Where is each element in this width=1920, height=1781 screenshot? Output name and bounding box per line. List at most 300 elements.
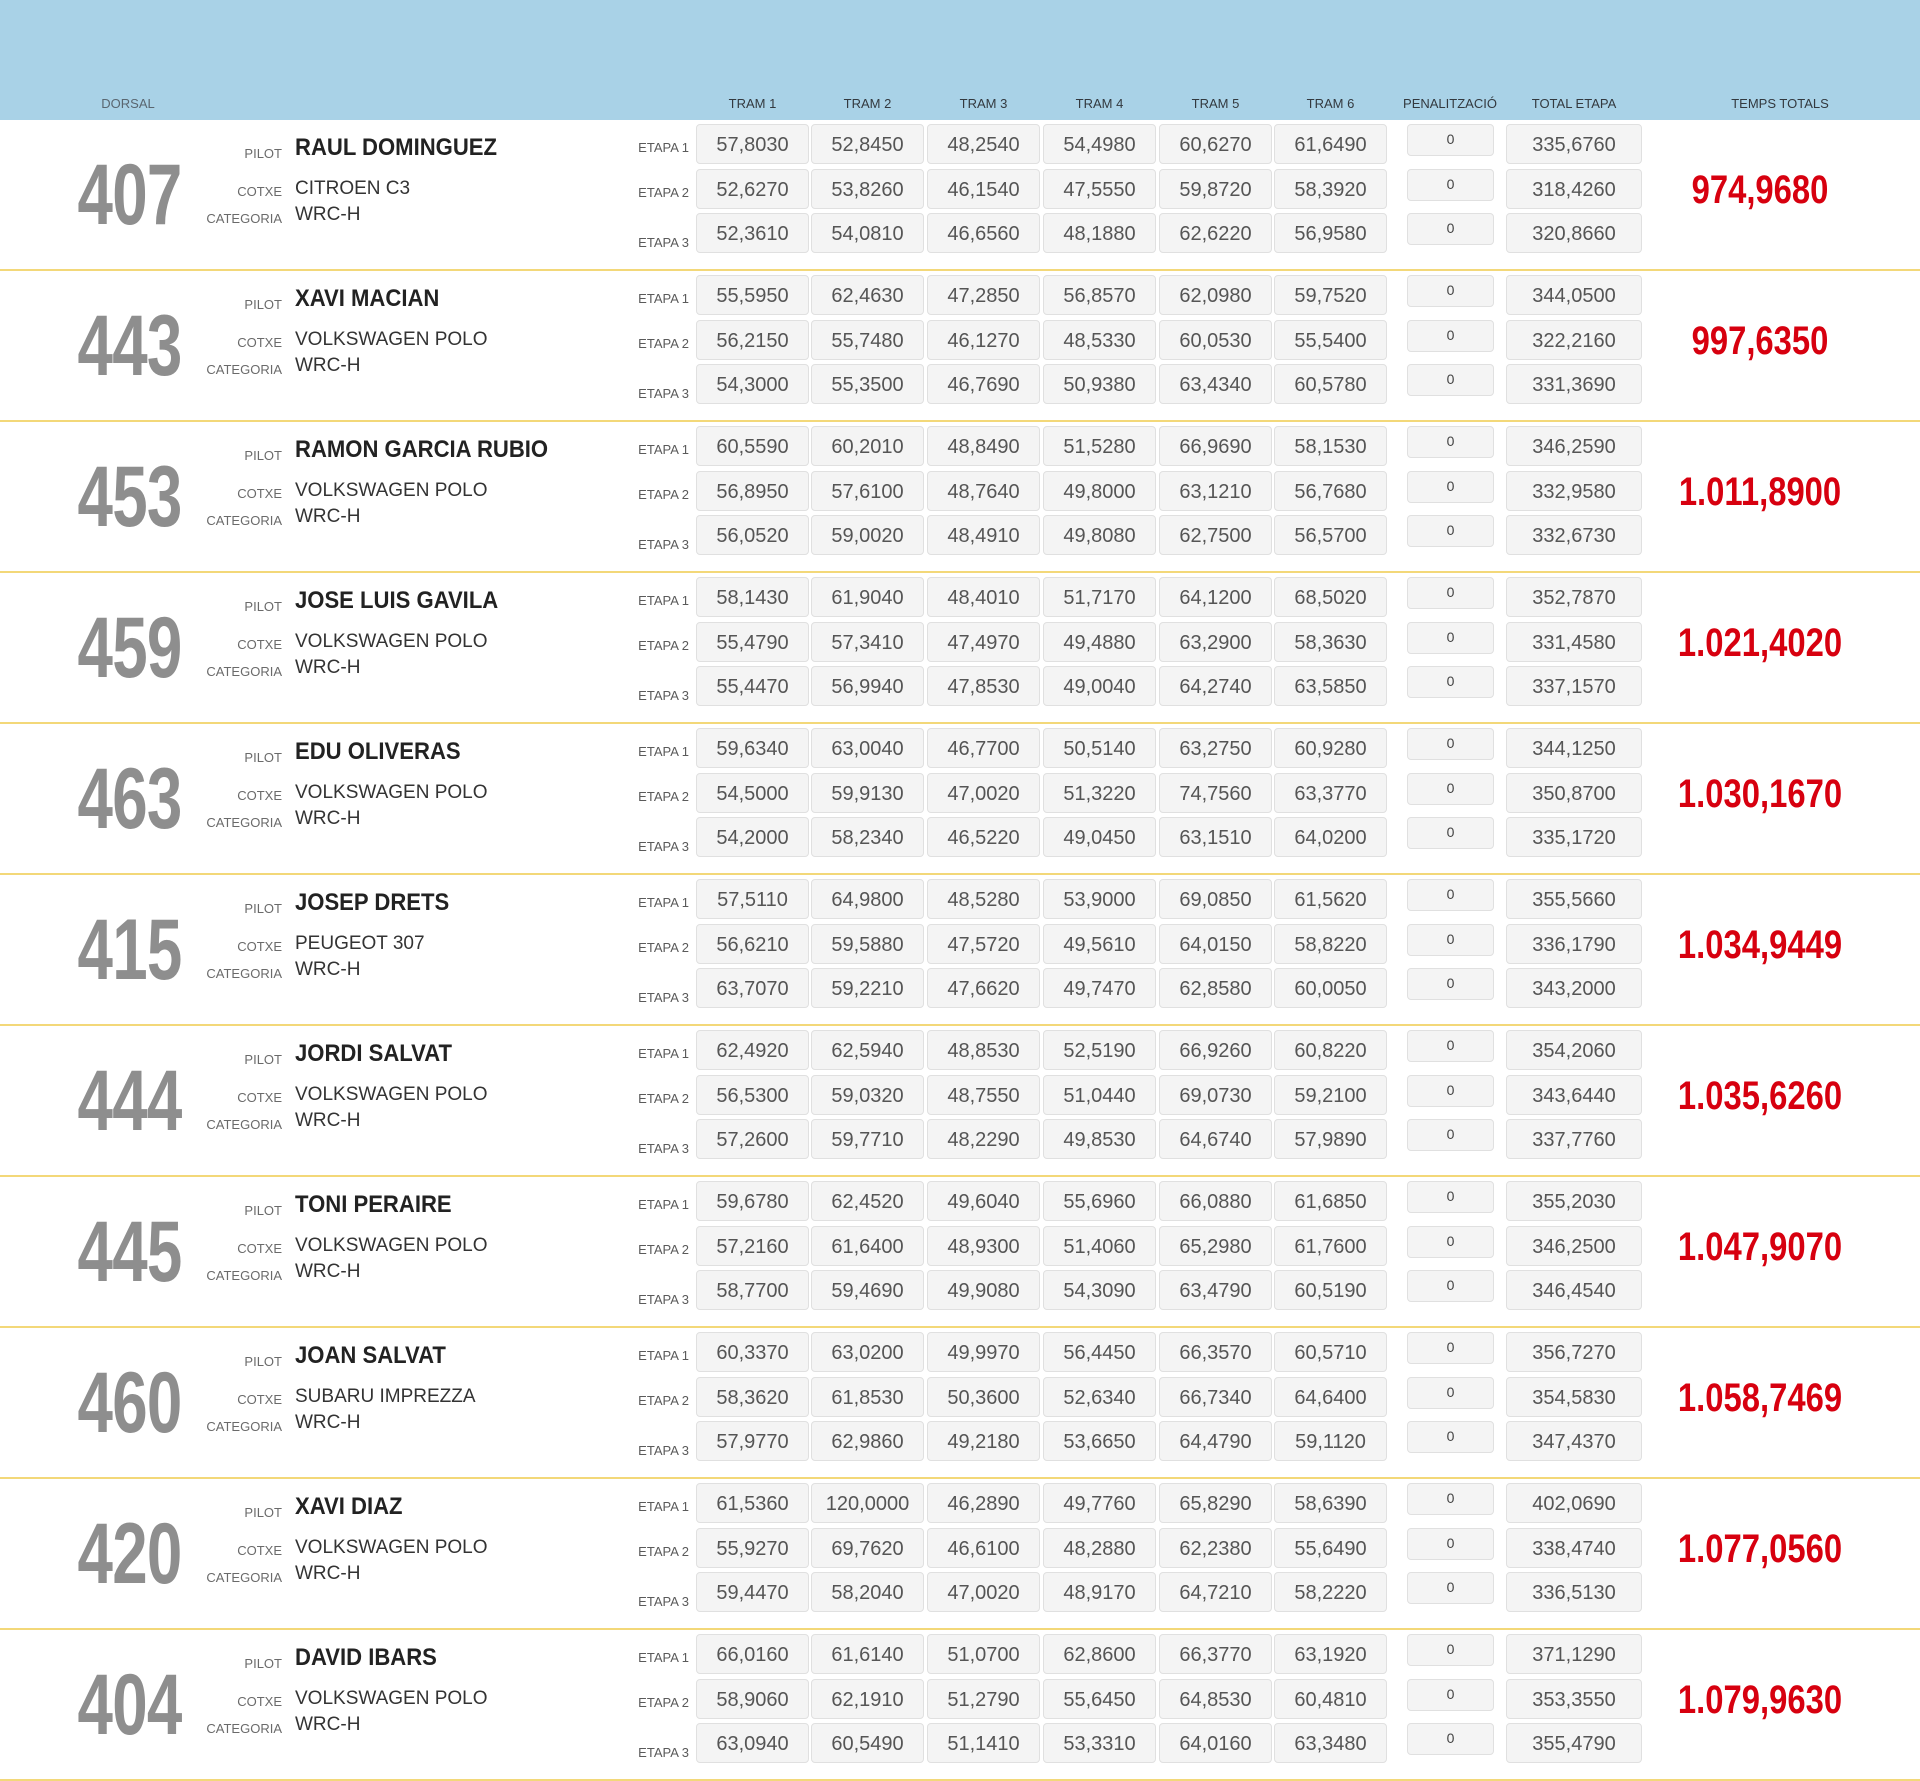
tram-time-cell: 63,1210	[1159, 471, 1272, 511]
results-table	[0, 120, 1920, 1781]
stage-total-cell: 322,2160	[1506, 320, 1642, 360]
tram-time-cell: 55,7480	[811, 320, 924, 360]
dorsal-number: 445	[77, 1204, 182, 1300]
stage-total-cell: 353,3550	[1506, 1679, 1642, 1719]
tram-time-cell: 66,3570	[1159, 1332, 1272, 1372]
header-tram-6: TRAM 6	[1306, 96, 1355, 111]
etapa-label: ETAPA 2	[638, 1393, 689, 1408]
stage-total-cell: 335,1720	[1506, 817, 1642, 857]
tram-time-cell: 53,9000	[1043, 879, 1156, 919]
stage-total-cell: 331,4580	[1506, 622, 1642, 662]
stage-total-cell: 354,2060	[1506, 1030, 1642, 1070]
car-name: VOLKSWAGEN POLO	[295, 631, 488, 652]
tram-time-cell: 56,8950	[696, 471, 809, 511]
tram-time-cell: 69,0850	[1159, 879, 1272, 919]
tram-time-cell: 64,1200	[1159, 577, 1272, 617]
tram-time-cell: 49,2180	[927, 1421, 1040, 1461]
tram-time-cell: 59,5880	[811, 924, 924, 964]
header-penalitzacio: PENALITZACIÓ	[1403, 96, 1497, 111]
tram-time-cell: 62,9860	[811, 1421, 924, 1461]
tram-time-cell: 63,1920	[1274, 1634, 1387, 1674]
tram-time-cell: 61,8530	[811, 1377, 924, 1417]
category-value: WRC-H	[295, 657, 361, 678]
tram-time-cell: 60,8220	[1274, 1030, 1387, 1070]
tram-time-cell: 63,3480	[1274, 1723, 1387, 1763]
tram-time-cell: 47,8530	[927, 666, 1040, 706]
pilot-label: PILOT	[244, 1052, 282, 1067]
etapa-label: ETAPA 2	[638, 487, 689, 502]
penalty-cell: 0	[1407, 213, 1494, 245]
overall-total-time: 1.021,4020	[1677, 621, 1843, 665]
tram-time-cell: 49,9970	[927, 1332, 1040, 1372]
penalty-cell: 0	[1407, 471, 1494, 503]
tram-time-cell: 48,2540	[927, 124, 1040, 164]
car-name: VOLKSWAGEN POLO	[295, 1688, 488, 1709]
tram-time-cell: 48,7550	[927, 1075, 1040, 1115]
tram-time-cell: 48,8530	[927, 1030, 1040, 1070]
tram-time-cell: 65,2980	[1159, 1226, 1272, 1266]
header-tram-5: TRAM 5	[1191, 96, 1240, 111]
stage-row	[0, 879, 1920, 921]
tram-time-cell: 57,3410	[811, 622, 924, 662]
tram-time-cell: 63,2750	[1159, 728, 1272, 768]
stage-total-cell: 347,4370	[1506, 1421, 1642, 1461]
category-value: WRC-H	[295, 1714, 361, 1735]
tram-time-cell: 64,0200	[1274, 817, 1387, 857]
tram-time-cell: 61,9040	[811, 577, 924, 617]
tram-time-cell: 52,5190	[1043, 1030, 1156, 1070]
tram-time-cell: 61,5620	[1274, 879, 1387, 919]
categoria-label: CATEGORIA	[206, 966, 282, 981]
etapa-label: ETAPA 2	[638, 789, 689, 804]
stage-total-cell: 355,4790	[1506, 1723, 1642, 1763]
overall-total-time: 1.011,8900	[1678, 470, 1842, 514]
tram-time-cell: 63,4790	[1159, 1270, 1272, 1310]
etapa-label: ETAPA 2	[638, 185, 689, 200]
tram-time-cell: 56,0520	[696, 515, 809, 555]
tram-time-cell: 55,6490	[1274, 1528, 1387, 1568]
penalty-cell: 0	[1407, 1634, 1494, 1666]
tram-time-cell: 55,9270	[696, 1528, 809, 1568]
tram-time-cell: 74,7560	[1159, 773, 1272, 813]
etapa-label: ETAPA 3	[638, 688, 689, 703]
car-name: PEUGEOT 307	[295, 933, 425, 954]
category-value: WRC-H	[295, 1110, 361, 1131]
stage-total-cell: 344,1250	[1506, 728, 1642, 768]
header-tram-4: TRAM 4	[1075, 96, 1124, 111]
etapa-label: ETAPA 3	[638, 839, 689, 854]
tram-time-cell: 47,5720	[927, 924, 1040, 964]
penalty-cell: 0	[1407, 1483, 1494, 1515]
tram-time-cell: 62,4920	[696, 1030, 809, 1070]
stage-row	[0, 471, 1920, 513]
pilot-name: JOSE LUIS GAVILA	[295, 587, 499, 614]
tram-time-cell: 59,0320	[811, 1075, 924, 1115]
penalty-cell: 0	[1407, 577, 1494, 609]
tram-time-cell: 47,5550	[1043, 169, 1156, 209]
etapa-label: ETAPA 3	[638, 1141, 689, 1156]
result-entry	[0, 1328, 1920, 1479]
penalty-cell: 0	[1407, 879, 1494, 911]
tram-time-cell: 46,6560	[927, 213, 1040, 253]
pilot-name: XAVI DIAZ	[295, 1493, 403, 1520]
tram-time-cell: 58,1530	[1274, 426, 1387, 466]
tram-time-cell: 54,3090	[1043, 1270, 1156, 1310]
penalty-cell: 0	[1407, 1030, 1494, 1062]
stage-row	[0, 1483, 1920, 1525]
tram-time-cell: 60,0050	[1274, 968, 1387, 1008]
tram-time-cell: 58,3630	[1274, 622, 1387, 662]
tram-time-cell: 56,4450	[1043, 1332, 1156, 1372]
tram-time-cell: 120,0000	[811, 1483, 924, 1523]
tram-time-cell: 64,8530	[1159, 1679, 1272, 1719]
pilot-name: RAMON GARCIA RUBIO	[295, 436, 549, 463]
tram-time-cell: 64,6400	[1274, 1377, 1387, 1417]
tram-time-cell: 62,4630	[811, 275, 924, 315]
pilot-name: DAVID IBARS	[295, 1644, 437, 1671]
categoria-label: CATEGORIA	[206, 1570, 282, 1585]
stage-total-cell: 336,1790	[1506, 924, 1642, 964]
tram-time-cell: 49,7760	[1043, 1483, 1156, 1523]
tram-time-cell: 46,6100	[927, 1528, 1040, 1568]
stage-row	[0, 1030, 1920, 1072]
tram-time-cell: 61,6490	[1274, 124, 1387, 164]
dorsal-number: 453	[77, 449, 182, 545]
tram-time-cell: 57,2600	[696, 1119, 809, 1159]
stage-row	[0, 515, 1920, 557]
tram-time-cell: 61,6140	[811, 1634, 924, 1674]
tram-time-cell: 49,8000	[1043, 471, 1156, 511]
tram-time-cell: 59,0020	[811, 515, 924, 555]
tram-time-cell: 48,8490	[927, 426, 1040, 466]
overall-total-time: 1.058,7469	[1677, 1376, 1843, 1420]
stage-row	[0, 666, 1920, 708]
stage-total-cell: 318,4260	[1506, 169, 1642, 209]
categoria-label: CATEGORIA	[206, 1721, 282, 1736]
tram-time-cell: 58,2040	[811, 1572, 924, 1612]
penalty-cell: 0	[1407, 622, 1494, 654]
tram-time-cell: 49,0040	[1043, 666, 1156, 706]
etapa-label: ETAPA 3	[638, 386, 689, 401]
pilot-name: JOAN SALVAT	[295, 1342, 446, 1369]
pilot-label: PILOT	[244, 750, 282, 765]
etapa-label: ETAPA 1	[638, 895, 689, 910]
cotxe-label: COTXE	[237, 335, 282, 350]
tram-time-cell: 54,0810	[811, 213, 924, 253]
cotxe-label: COTXE	[237, 1090, 282, 1105]
tram-time-cell: 51,0440	[1043, 1075, 1156, 1115]
stage-row	[0, 426, 1920, 468]
tram-time-cell: 62,4520	[811, 1181, 924, 1221]
result-entry	[0, 120, 1920, 271]
tram-time-cell: 56,6210	[696, 924, 809, 964]
category-value: WRC-H	[295, 808, 361, 829]
pilot-name: JORDI SALVAT	[295, 1040, 453, 1067]
tram-time-cell: 63,4340	[1159, 364, 1272, 404]
result-entry	[0, 422, 1920, 573]
tram-time-cell: 48,4910	[927, 515, 1040, 555]
stage-total-cell: 346,2500	[1506, 1226, 1642, 1266]
etapa-label: ETAPA 1	[638, 442, 689, 457]
pilot-name: TONI PERAIRE	[295, 1191, 452, 1218]
stage-total-cell: 346,4540	[1506, 1270, 1642, 1310]
tram-time-cell: 63,2900	[1159, 622, 1272, 662]
tram-time-cell: 46,1270	[927, 320, 1040, 360]
tram-time-cell: 47,0020	[927, 1572, 1040, 1612]
tram-time-cell: 51,7170	[1043, 577, 1156, 617]
etapa-label: ETAPA 1	[638, 1046, 689, 1061]
tram-time-cell: 61,5360	[696, 1483, 809, 1523]
penalty-cell: 0	[1407, 1270, 1494, 1302]
tram-time-cell: 47,2850	[927, 275, 1040, 315]
etapa-label: ETAPA 3	[638, 1594, 689, 1609]
tram-time-cell: 49,8080	[1043, 515, 1156, 555]
categoria-label: CATEGORIA	[206, 815, 282, 830]
etapa-label: ETAPA 2	[638, 940, 689, 955]
dorsal-number: 463	[77, 751, 182, 847]
stage-total-cell: 338,4740	[1506, 1528, 1642, 1568]
tram-time-cell: 55,5400	[1274, 320, 1387, 360]
etapa-label: ETAPA 3	[638, 537, 689, 552]
category-value: WRC-H	[295, 204, 361, 225]
tram-time-cell: 66,7340	[1159, 1377, 1272, 1417]
tram-time-cell: 55,3500	[811, 364, 924, 404]
stage-total-cell: 337,1570	[1506, 666, 1642, 706]
tram-time-cell: 48,5330	[1043, 320, 1156, 360]
tram-time-cell: 58,9060	[696, 1679, 809, 1719]
tram-time-cell: 65,8290	[1159, 1483, 1272, 1523]
tram-time-cell: 46,2890	[927, 1483, 1040, 1523]
header-total-etapa: TOTAL ETAPA	[1531, 96, 1617, 111]
penalty-cell: 0	[1407, 320, 1494, 352]
tram-time-cell: 62,7500	[1159, 515, 1272, 555]
etapa-label: ETAPA 2	[638, 1242, 689, 1257]
category-value: WRC-H	[295, 1563, 361, 1584]
tram-time-cell: 49,9080	[927, 1270, 1040, 1310]
dorsal-number: 407	[77, 147, 182, 243]
tram-time-cell: 59,1120	[1274, 1421, 1387, 1461]
etapa-label: ETAPA 2	[638, 336, 689, 351]
tram-time-cell: 47,0020	[927, 773, 1040, 813]
tram-time-cell: 56,9580	[1274, 213, 1387, 253]
penalty-cell: 0	[1407, 1723, 1494, 1755]
overall-total-time: 1.035,6260	[1677, 1074, 1843, 1118]
penalty-cell: 0	[1407, 924, 1494, 956]
tram-time-cell: 52,6340	[1043, 1377, 1156, 1417]
overall-total-time: 1.077,0560	[1677, 1527, 1843, 1571]
penalty-cell: 0	[1407, 1226, 1494, 1258]
tram-time-cell: 62,0980	[1159, 275, 1272, 315]
tram-time-cell: 63,1510	[1159, 817, 1272, 857]
etapa-label: ETAPA 1	[638, 140, 689, 155]
car-name: VOLKSWAGEN POLO	[295, 329, 488, 350]
car-name: VOLKSWAGEN POLO	[295, 782, 488, 803]
results-header	[0, 0, 1920, 120]
tram-time-cell: 46,7690	[927, 364, 1040, 404]
penalty-cell: 0	[1407, 124, 1494, 156]
tram-time-cell: 63,3770	[1274, 773, 1387, 813]
tram-time-cell: 63,0200	[811, 1332, 924, 1372]
tram-time-cell: 60,5780	[1274, 364, 1387, 404]
stage-row	[0, 364, 1920, 406]
cotxe-label: COTXE	[237, 1694, 282, 1709]
categoria-label: CATEGORIA	[206, 1419, 282, 1434]
stage-row	[0, 728, 1920, 770]
car-name: VOLKSWAGEN POLO	[295, 1235, 488, 1256]
tram-time-cell: 53,8260	[811, 169, 924, 209]
pilot-name: XAVI MACIAN	[295, 285, 440, 312]
pilot-label: PILOT	[244, 1656, 282, 1671]
pilot-label: PILOT	[244, 448, 282, 463]
tram-time-cell: 63,0040	[811, 728, 924, 768]
result-entry	[0, 1630, 1920, 1781]
tram-time-cell: 48,1880	[1043, 213, 1156, 253]
tram-time-cell: 51,1410	[927, 1723, 1040, 1763]
pilot-name: RAUL DOMINGUEZ	[295, 134, 497, 161]
dorsal-number: 460	[77, 1355, 182, 1451]
stage-row	[0, 622, 1920, 664]
tram-time-cell: 50,5140	[1043, 728, 1156, 768]
tram-time-cell: 64,2740	[1159, 666, 1272, 706]
stage-row	[0, 924, 1920, 966]
stage-row	[0, 1332, 1920, 1374]
result-entry	[0, 271, 1920, 422]
tram-time-cell: 60,2010	[811, 426, 924, 466]
header-dorsal: DORSAL	[101, 96, 155, 111]
tram-time-cell: 48,5280	[927, 879, 1040, 919]
stage-row	[0, 968, 1920, 1010]
penalty-cell: 0	[1407, 773, 1494, 805]
etapa-label: ETAPA 3	[638, 235, 689, 250]
pilot-name: EDU OLIVERAS	[295, 738, 461, 765]
tram-time-cell: 58,3920	[1274, 169, 1387, 209]
car-name: VOLKSWAGEN POLO	[295, 480, 488, 501]
tram-time-cell: 62,2380	[1159, 1528, 1272, 1568]
tram-time-cell: 49,6040	[927, 1181, 1040, 1221]
tram-time-cell: 64,7210	[1159, 1572, 1272, 1612]
etapa-label: ETAPA 1	[638, 291, 689, 306]
cotxe-label: COTXE	[237, 1543, 282, 1558]
etapa-label: ETAPA 2	[638, 1544, 689, 1559]
tram-time-cell: 61,6400	[811, 1226, 924, 1266]
tram-time-cell: 64,0150	[1159, 924, 1272, 964]
stage-total-cell: 350,8700	[1506, 773, 1642, 813]
pilot-label: PILOT	[244, 146, 282, 161]
tram-time-cell: 48,2880	[1043, 1528, 1156, 1568]
dorsal-number: 459	[77, 600, 182, 696]
penalty-cell: 0	[1407, 1572, 1494, 1604]
pilot-label: PILOT	[244, 297, 282, 312]
header-temps-totals: TEMPS TOTALS	[1731, 96, 1829, 111]
tram-time-cell: 48,9300	[927, 1226, 1040, 1266]
tram-time-cell: 68,5020	[1274, 577, 1387, 617]
category-value: WRC-H	[295, 355, 361, 376]
tram-time-cell: 56,9940	[811, 666, 924, 706]
stage-total-cell: 355,5660	[1506, 879, 1642, 919]
car-name: SUBARU IMPREZZA	[295, 1386, 476, 1407]
tram-time-cell: 59,7520	[1274, 275, 1387, 315]
tram-time-cell: 57,8030	[696, 124, 809, 164]
tram-time-cell: 48,7640	[927, 471, 1040, 511]
stage-total-cell: 346,2590	[1506, 426, 1642, 466]
overall-total-time: 974,9680	[1691, 168, 1829, 212]
category-value: WRC-H	[295, 1412, 361, 1433]
tram-time-cell: 49,7470	[1043, 968, 1156, 1008]
tram-time-cell: 52,6270	[696, 169, 809, 209]
stage-total-cell: 356,7270	[1506, 1332, 1642, 1372]
stage-total-cell: 320,8660	[1506, 213, 1642, 253]
etapa-label: ETAPA 3	[638, 1443, 689, 1458]
tram-time-cell: 48,2290	[927, 1119, 1040, 1159]
tram-time-cell: 66,9260	[1159, 1030, 1272, 1070]
tram-time-cell: 51,4060	[1043, 1226, 1156, 1266]
tram-time-cell: 53,3310	[1043, 1723, 1156, 1763]
dorsal-number: 444	[77, 1053, 182, 1149]
car-name: CITROEN C3	[295, 178, 411, 199]
tram-time-cell: 51,0700	[927, 1634, 1040, 1674]
stage-total-cell: 352,7870	[1506, 577, 1642, 617]
stage-row	[0, 1421, 1920, 1463]
stage-total-cell: 354,5830	[1506, 1377, 1642, 1417]
tram-time-cell: 55,6960	[1043, 1181, 1156, 1221]
tram-time-cell: 66,0880	[1159, 1181, 1272, 1221]
tram-time-cell: 56,5700	[1274, 515, 1387, 555]
tram-time-cell: 60,9280	[1274, 728, 1387, 768]
penalty-cell: 0	[1407, 364, 1494, 396]
result-entry	[0, 1026, 1920, 1177]
tram-time-cell: 57,9890	[1274, 1119, 1387, 1159]
tram-time-cell: 64,0160	[1159, 1723, 1272, 1763]
penalty-cell: 0	[1407, 1528, 1494, 1560]
stage-total-cell: 337,7760	[1506, 1119, 1642, 1159]
stage-total-cell: 336,5130	[1506, 1572, 1642, 1612]
tram-time-cell: 50,3600	[927, 1377, 1040, 1417]
header-tram-2: TRAM 2	[843, 96, 892, 111]
penalty-cell: 0	[1407, 515, 1494, 547]
penalty-cell: 0	[1407, 968, 1494, 1000]
tram-time-cell: 62,6220	[1159, 213, 1272, 253]
categoria-label: CATEGORIA	[206, 664, 282, 679]
car-name: VOLKSWAGEN POLO	[295, 1084, 488, 1105]
penalty-cell: 0	[1407, 817, 1494, 849]
etapa-label: ETAPA 2	[638, 638, 689, 653]
penalty-cell: 0	[1407, 666, 1494, 698]
tram-time-cell: 66,3770	[1159, 1634, 1272, 1674]
overall-total-time: 1.030,1670	[1677, 772, 1843, 816]
etapa-label: ETAPA 1	[638, 744, 689, 759]
stage-total-cell: 344,0500	[1506, 275, 1642, 315]
tram-time-cell: 57,2160	[696, 1226, 809, 1266]
stage-row	[0, 320, 1920, 362]
tram-time-cell: 60,0530	[1159, 320, 1272, 360]
penalty-cell: 0	[1407, 426, 1494, 458]
tram-time-cell: 61,7600	[1274, 1226, 1387, 1266]
pilot-label: PILOT	[244, 1203, 282, 1218]
tram-time-cell: 59,2100	[1274, 1075, 1387, 1115]
tram-time-cell: 59,8720	[1159, 169, 1272, 209]
tram-time-cell: 52,3610	[696, 213, 809, 253]
etapa-label: ETAPA 1	[638, 1348, 689, 1363]
stage-row	[0, 773, 1920, 815]
tram-time-cell: 58,3620	[696, 1377, 809, 1417]
penalty-cell: 0	[1407, 1421, 1494, 1453]
tram-time-cell: 58,2220	[1274, 1572, 1387, 1612]
stage-row	[0, 1723, 1920, 1765]
penalty-cell: 0	[1407, 1377, 1494, 1409]
tram-time-cell: 55,4470	[696, 666, 809, 706]
tram-time-cell: 58,1430	[696, 577, 809, 617]
tram-time-cell: 63,0940	[696, 1723, 809, 1763]
